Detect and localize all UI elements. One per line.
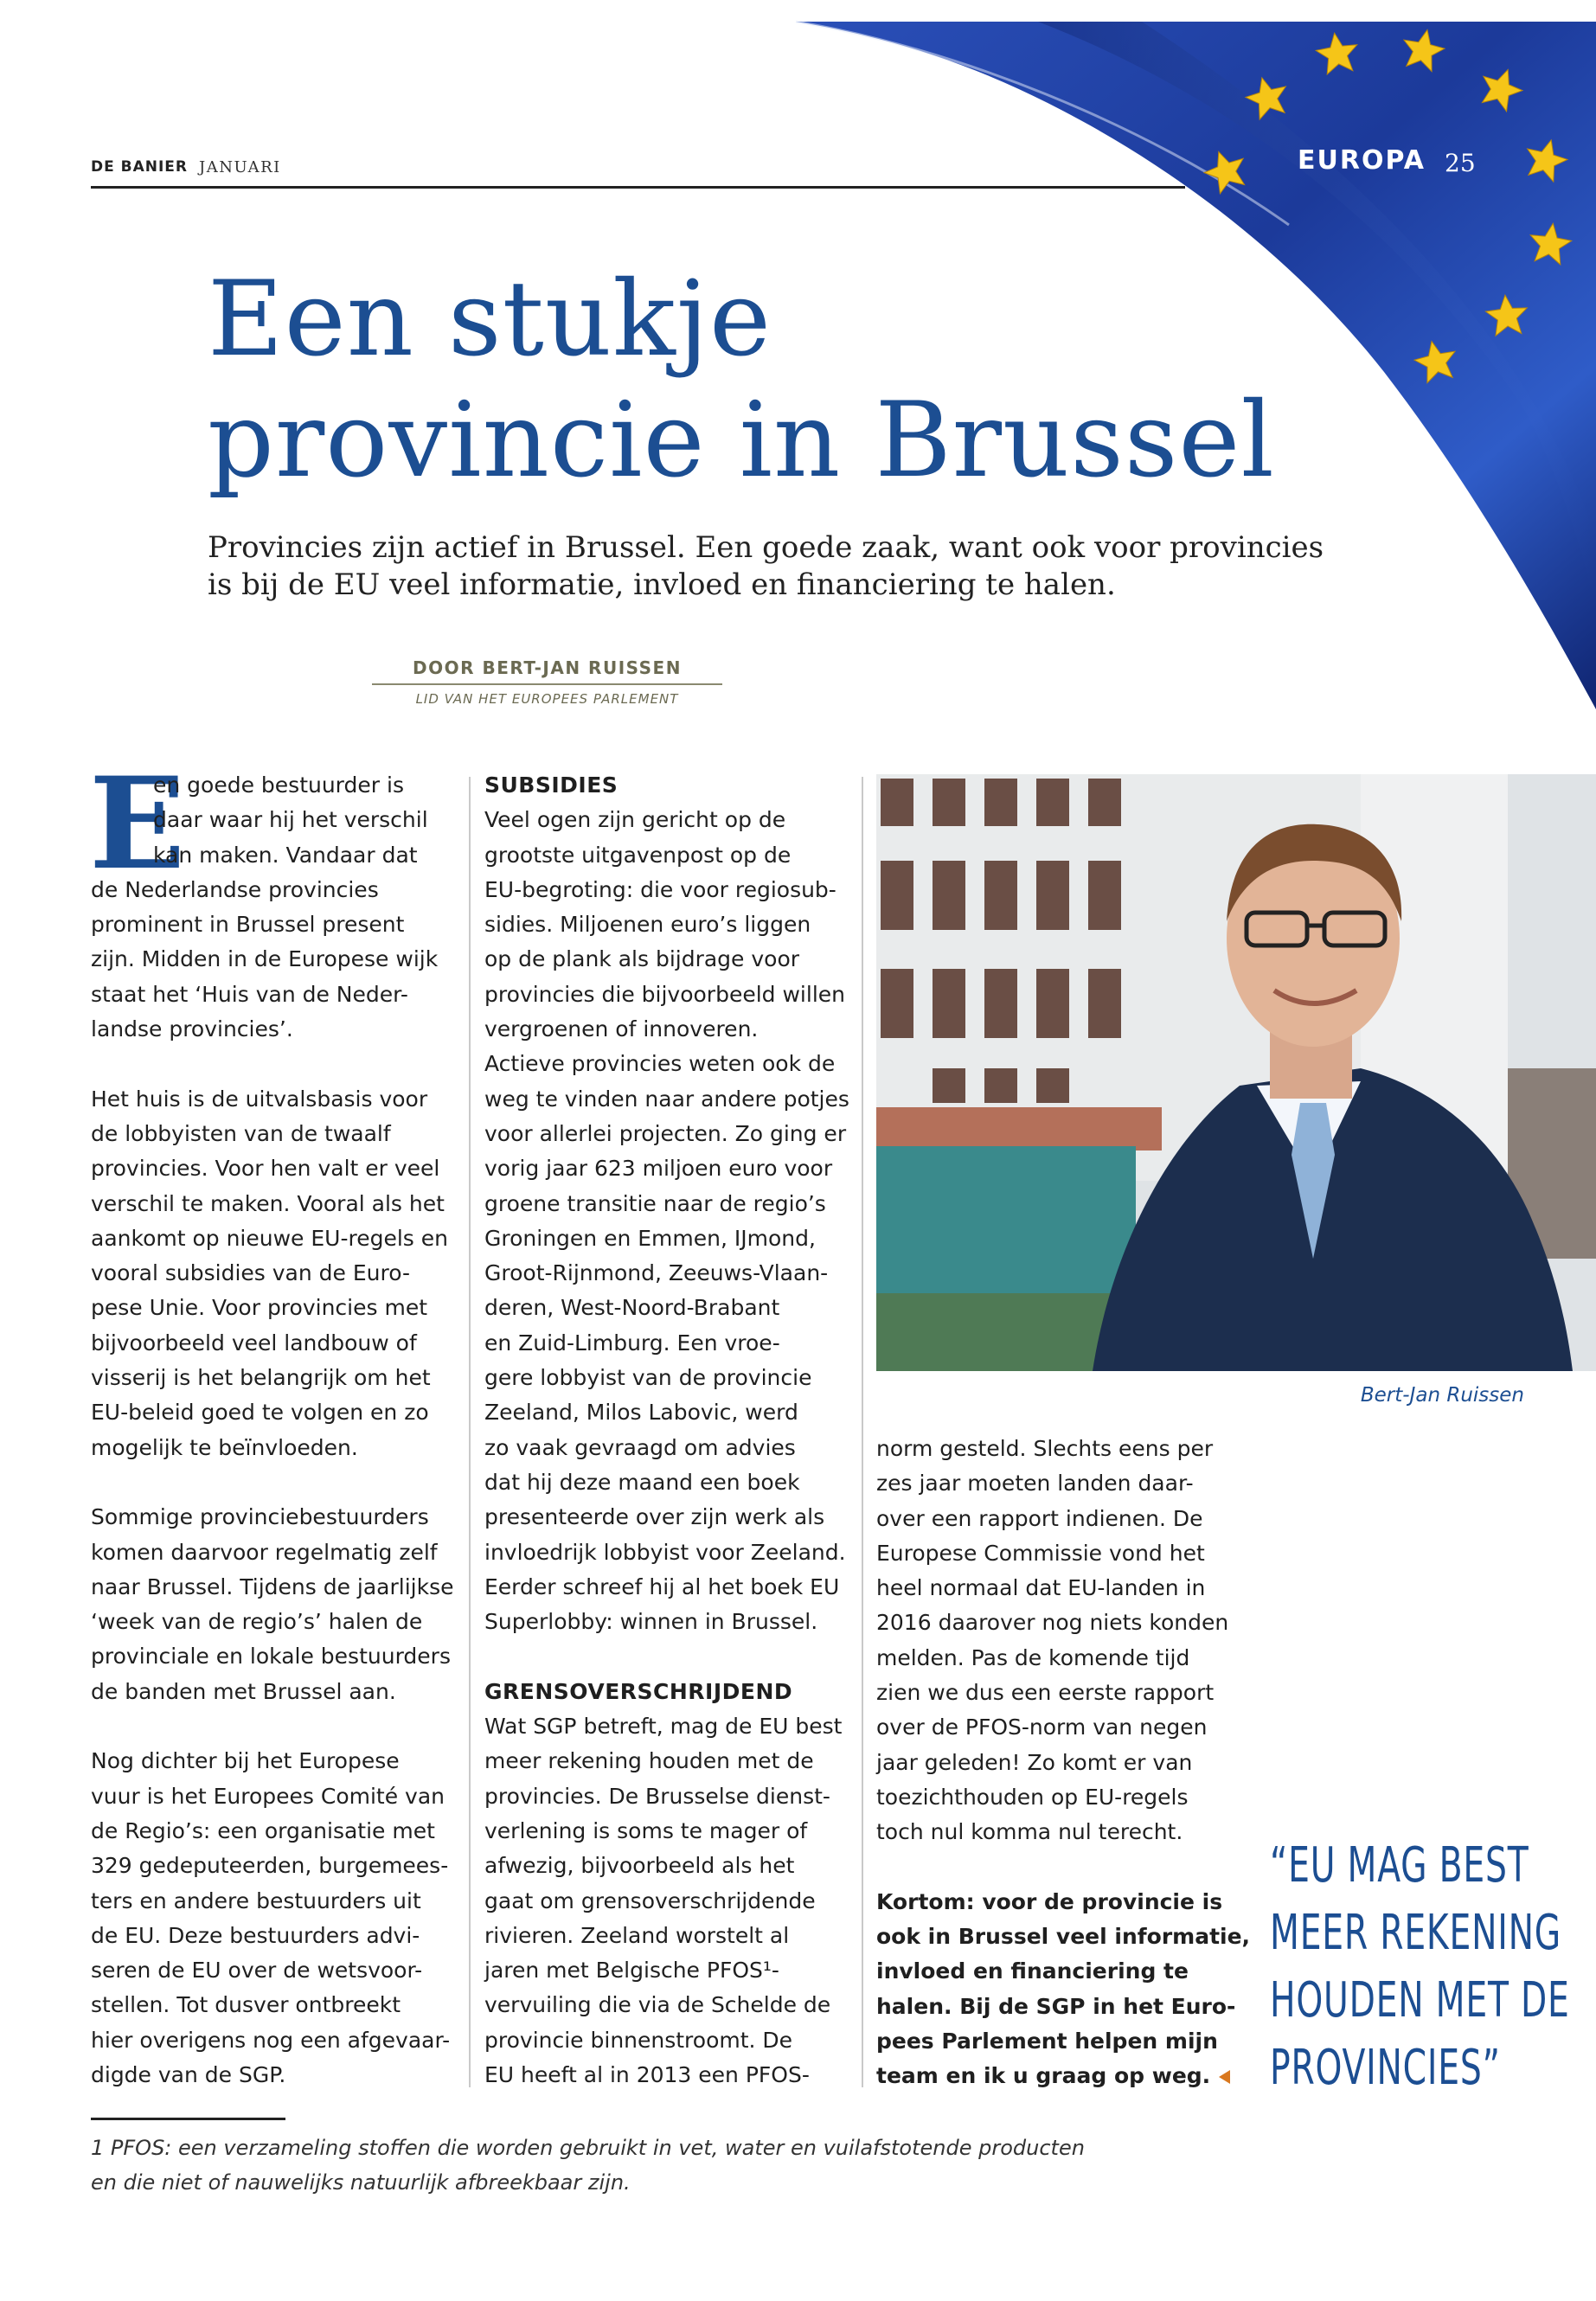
quote-line: PROVINCIES”	[1270, 2040, 1501, 2096]
text-line: Het huis is de uitvalsbasis voor	[91, 1086, 428, 1112]
text-line: Kortom: voor de provincie is	[876, 1888, 1223, 1914]
text-line: op de plank als bijdrage voor	[484, 946, 800, 972]
text-line: provincies die bijvoorbeeld willen	[484, 981, 845, 1007]
text-line: 329 gedeputeerden, burgemees-	[91, 1853, 449, 1879]
drop-cap: E	[89, 750, 186, 898]
quote-line: HOUDEN MET DE	[1270, 1972, 1570, 2029]
footnote-line: en die niet of nauwelijks natuurlijk afbreekbaar zijn.	[91, 2170, 631, 2195]
text-line: provinciale en lokale bestuurders	[91, 1644, 451, 1670]
text-line: Wat SGP betreft, mag de EU best	[484, 1714, 843, 1740]
text-line: vergroenen of innoveren.	[484, 1016, 759, 1042]
text-line: Veel ogen zijn gericht op de	[484, 807, 786, 833]
text-line: vervuiling die via de Schelde de	[484, 1992, 831, 2018]
text-line: digde van de SGP.	[91, 2061, 286, 2087]
pull-quote	[1270, 1832, 1570, 2102]
text-line: staat het ‘Huis van de Neder-	[91, 981, 408, 1007]
conclusion-paragraph	[876, 1885, 1251, 2094]
section-label: EUROPA	[1298, 145, 1426, 176]
header-rule	[91, 186, 1185, 189]
text-line: hier overigens nog een afgevaar-	[91, 2027, 451, 2053]
text-line: verschil te maken. Vooral als het	[91, 1190, 445, 1216]
text-line: en goede bestuurder is	[153, 772, 404, 798]
title-line: provincie in Brussel	[208, 381, 1275, 501]
text-line: komen daarvoor regelmatig zelf	[91, 1539, 438, 1565]
text-line: team en ik u graag op weg.	[876, 2059, 1244, 2093]
body-column-1	[89, 750, 454, 2093]
subheading-grensoverschrijdend: GRENSOVERSCHRIJDEND	[484, 1678, 793, 1704]
text-line: EU heeft al in 2013 een PFOS-	[484, 2061, 810, 2087]
paragraph	[91, 1500, 454, 1709]
text-line: aankomt op nieuwe EU-regels en	[91, 1225, 448, 1251]
footnote-rule	[91, 2118, 285, 2120]
text-line: prominent in Brussel present	[91, 912, 405, 938]
text-line: ook in Brussel veel informatie,	[876, 1924, 1251, 1950]
column-divider	[862, 777, 863, 2087]
text-line: meer rekening houden met de	[484, 1748, 814, 1774]
text-line: EU-beleid goed te volgen en zo	[91, 1400, 429, 1426]
text-line: Actieve provincies weten ook de	[484, 1051, 836, 1077]
text-line: sidies. Miljoenen euro’s liggen	[484, 912, 811, 938]
text-line: deren, West-Noord-Brabant	[484, 1295, 780, 1321]
lead-line: is bij de EU veel informatie, invloed en financiering te halen.	[208, 567, 1116, 602]
text-line: provincie binnenstroomt. De	[484, 2027, 793, 2053]
text-line: de banden met Brussel aan.	[91, 1678, 396, 1704]
text-line: zes jaar moeten landen daar-	[876, 1471, 1194, 1497]
text-line: mogelijk te beïnvloeden.	[91, 1434, 358, 1460]
subheading-subsidies: SUBSIDIES	[484, 772, 619, 798]
paragraph	[91, 873, 454, 1047]
text-line: vooral subsidies van de Euro-	[91, 1260, 411, 1286]
text-line: presenteerde over zijn werk als	[484, 1504, 825, 1530]
text-line: de Nederlandse provincies	[91, 876, 379, 902]
text-line: pese Unie. Voor provincies met	[91, 1295, 428, 1321]
magazine-name: DE BANIER	[91, 158, 189, 176]
text-line: invloed en financiering te	[876, 1958, 1189, 1984]
text-line: gere lobbyist van de provincie	[484, 1365, 812, 1391]
text-line: de EU. Deze bestuurders advi-	[91, 1922, 420, 1948]
text-line: norm gesteld. Slechts eens per	[876, 1436, 1214, 1461]
paragraph	[91, 1082, 454, 1465]
text-line: melden. Pas de komende tijd	[876, 1644, 1190, 1670]
text-line: weg te vinden naar andere potjes	[484, 1086, 849, 1112]
issue-month: JANUARI	[199, 158, 281, 176]
text-line: rivieren. Zeeland worstelt al	[484, 1922, 790, 1948]
text-line: Groningen en Emmen, IJmond,	[484, 1225, 816, 1251]
paragraph	[484, 803, 848, 1639]
text-line: pees Parlement helpen mijn	[876, 2029, 1218, 2054]
footnote-line: 1 PFOS: een verzameling stoffen die worden gebruikt in vet, water en vuilafstotende producten	[91, 2136, 1085, 2160]
text-line: 2016 daarover nog niets konden	[876, 1610, 1229, 1636]
byline: DOOR BERT-JAN RUISSEN	[413, 657, 682, 678]
text-line: toch nul komma nul terecht.	[876, 1819, 1183, 1845]
text-line: naar Brussel. Tijdens de jaarlijkse	[91, 1574, 454, 1599]
text-line: vorig jaar 623 miljoen euro voor	[484, 1156, 833, 1182]
text-line: stellen. Tot dusver ontbreekt	[91, 1992, 401, 2018]
text-line: toezichthouden op EU-regels	[876, 1784, 1189, 1810]
body-column-3	[876, 1432, 1251, 2094]
text-line: ters en andere bestuurders uit	[91, 1888, 421, 1913]
text-line: vuur is het Europees Comité van	[91, 1783, 445, 1809]
text-line: ‘week van de regio’s’ halen de	[91, 1609, 423, 1635]
text-line: heel normaal dat EU-landen in	[876, 1575, 1206, 1601]
body-column-2	[484, 768, 848, 2093]
end-mark-icon	[1219, 2070, 1230, 2084]
text-line: provincies. Voor hen valt er veel	[91, 1156, 440, 1182]
photo-caption: Bert-Jan Ruissen	[1360, 1384, 1524, 1407]
text-line: jaren met Belgische PFOS¹-	[484, 1958, 779, 1984]
text-line: provincies. De Brusselse dienst-	[484, 1783, 830, 1809]
byline-rule	[372, 683, 722, 685]
paragraph	[876, 1432, 1244, 1850]
intro-lines	[91, 768, 454, 873]
text-line: zien we dus een eerste rapport	[876, 1680, 1215, 1706]
text-line: daar waar hij het verschil	[153, 807, 428, 833]
article-title	[208, 260, 1332, 502]
text-line: visserij is het belangrijk om het	[91, 1365, 431, 1391]
text-line: invloedrijk lobbyist voor Zeeland.	[484, 1539, 846, 1565]
text-line: Eerder schreef hij al het boek EU	[484, 1574, 840, 1599]
text-line: Zeeland, Milos Labovic, werd	[484, 1400, 798, 1426]
text-line: over de PFOS-norm van negen	[876, 1715, 1208, 1740]
footnote	[91, 2131, 1129, 2200]
text-line: grootste uitgavenpost op de	[484, 842, 792, 868]
text-line: seren de EU over de wetsvoor-	[91, 1958, 423, 1984]
text-line: landse provincies’.	[91, 1016, 293, 1042]
text-line: Europese Commissie vond het	[876, 1540, 1205, 1566]
text-line: en Zuid-Limburg. Een vroe-	[484, 1330, 780, 1356]
text-line: afwezig, bijvoorbeeld als het	[484, 1853, 795, 1879]
text-line: jaar geleden! Zo komt er van	[876, 1749, 1193, 1775]
text-line: halen. Bij de SGP in het Euro-	[876, 1993, 1236, 2019]
text-line: voor allerlei projecten. Zo ging er	[484, 1120, 847, 1146]
text-line: gaat om grensoverschrijdende	[484, 1888, 816, 1913]
paragraph	[484, 1709, 848, 2093]
column-divider	[469, 777, 471, 2087]
text-line: dat hij deze maand een boek	[484, 1469, 800, 1495]
text-line: de lobbyisten van de twaalf	[91, 1120, 391, 1146]
text-line: Groot-Rijnmond, Zeeuws-Vlaan-	[484, 1260, 829, 1286]
lead-line: Provincies zijn actief in Brussel. Een goede zaak, want ook voor provincies	[208, 530, 1324, 565]
text-line: zijn. Midden in de Europese wijk	[91, 946, 439, 972]
paragraph	[91, 1744, 454, 2093]
text-line: Sommige provinciebestuurders	[91, 1504, 429, 1530]
title-line: Een stukje	[208, 260, 772, 380]
text-line: EU-begroting: die voor regiosub-	[484, 876, 836, 902]
text-line: bijvoorbeeld veel landbouw of	[91, 1330, 417, 1356]
byline-role: LID VAN HET EUROPEES PARLEMENT	[415, 691, 679, 707]
page-number: 25	[1445, 149, 1476, 177]
author-photo	[876, 774, 1596, 1371]
text-line: kan maken. Vandaar dat	[153, 842, 418, 868]
text-line: Nog dichter bij het Europese	[91, 1748, 400, 1774]
quote-line: “EU MAG BEST	[1270, 1837, 1529, 1894]
text-line: Superlobby: winnen in Brussel.	[484, 1609, 818, 1635]
text-line: verlening is soms te mager of	[484, 1817, 808, 1843]
text-line: zo vaak gevraagd om advies	[484, 1434, 796, 1460]
text-line: over een rapport indienen. De	[876, 1505, 1203, 1531]
article-lead	[208, 529, 1358, 604]
quote-line: MEER REKENING	[1270, 1905, 1562, 1961]
text-line: groene transitie naar de regio’s	[484, 1190, 826, 1216]
text-line: de Regio’s: een organisatie met	[91, 1817, 435, 1843]
